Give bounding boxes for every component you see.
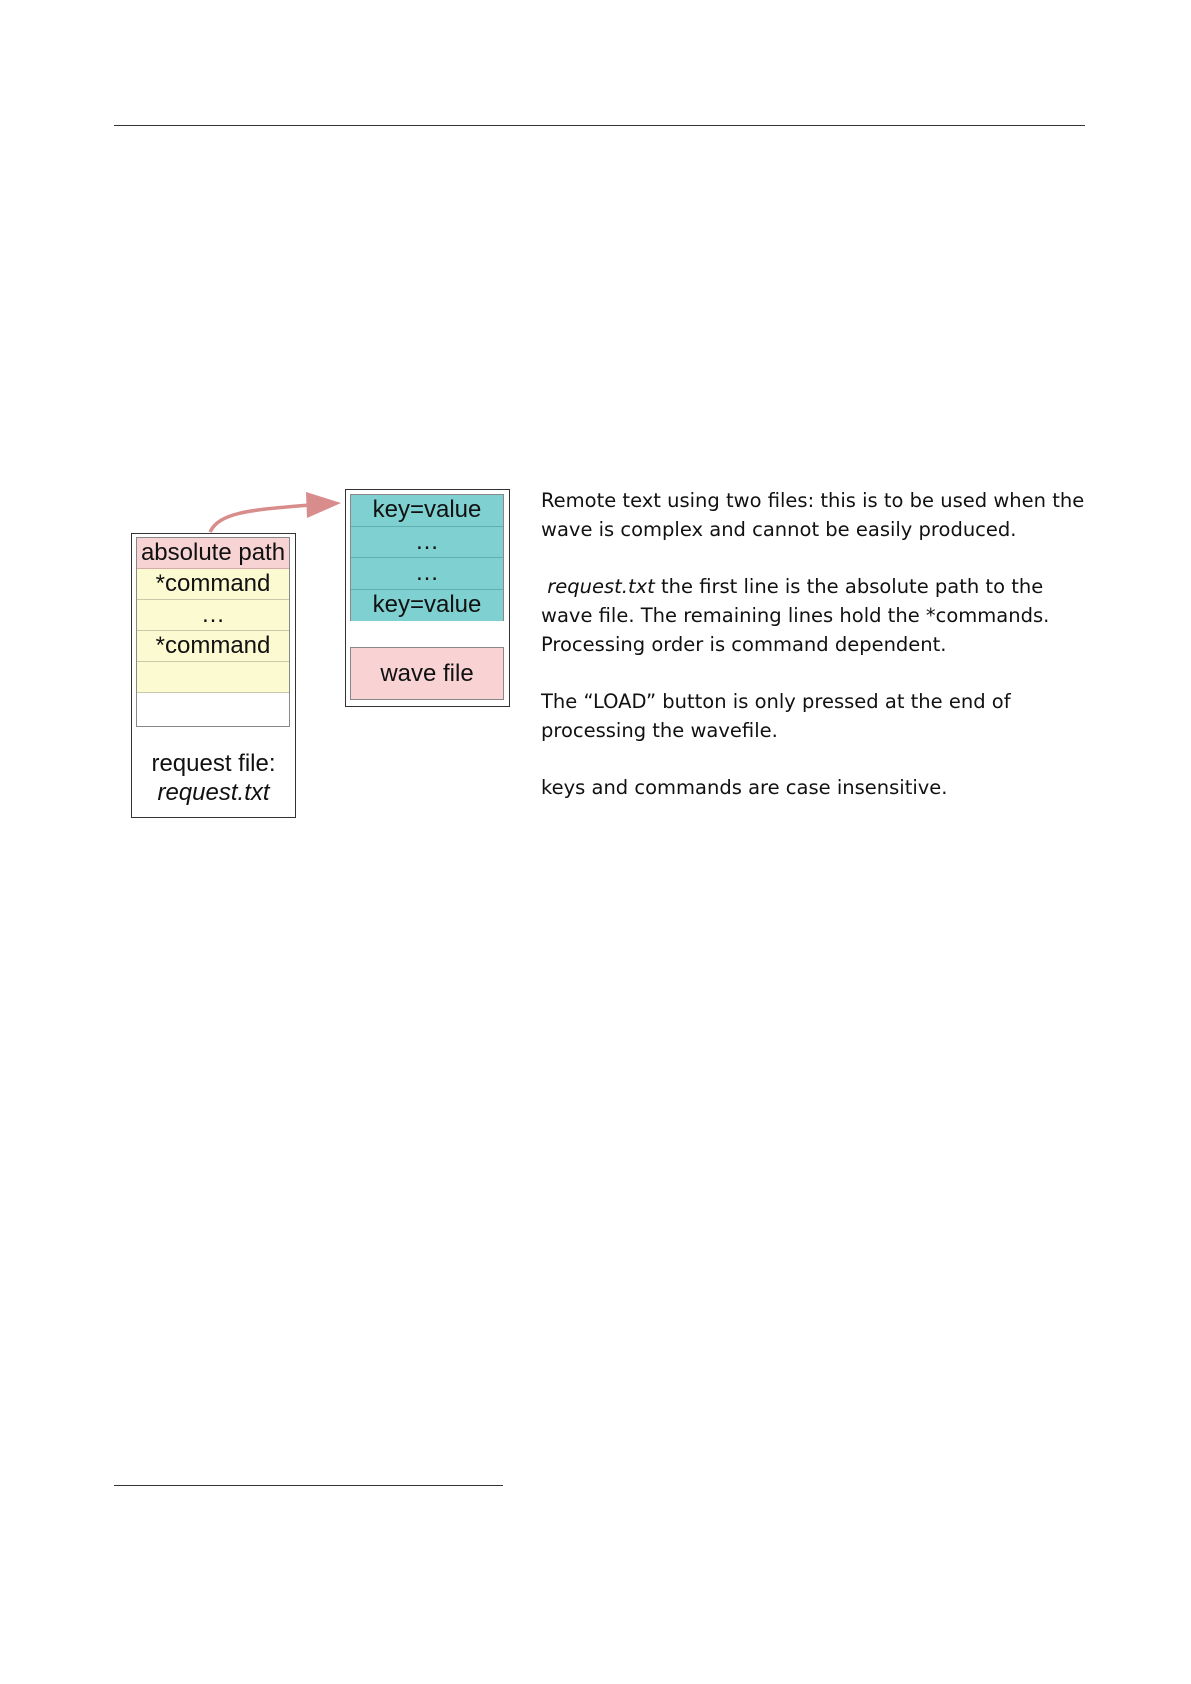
command-line: *command <box>137 631 289 662</box>
wave-file-block: wave file <box>350 647 504 700</box>
request-file-box <box>131 533 296 818</box>
header-rule <box>114 125 1085 126</box>
key-value-line: key=value <box>351 590 503 622</box>
footnote-rule <box>114 1485 503 1486</box>
wave-file-box <box>345 489 510 707</box>
key-value-lines <box>350 494 504 621</box>
ellipsis-line: … <box>137 600 289 631</box>
caption-label: request file: <box>151 750 276 777</box>
absolute-path-line: absolute path <box>137 538 289 569</box>
description-text <box>541 486 1086 830</box>
ellipsis-line: … <box>351 527 503 559</box>
description-paragraph-4: keys and commands are case insensitive. <box>541 776 948 799</box>
description-paragraph-2-body: the first line is the absolute path to the wave file. The remaining lines hold the *commands. Processing order is command dependent. <box>541 575 1050 656</box>
description-paragraph-1: Remote text using two files: this is to be used when the wave is complex and cannot be easily produced. <box>541 489 1085 541</box>
caption-filename: request.txt <box>157 779 270 806</box>
link-arrow-shaft <box>210 505 310 532</box>
link-arrow-head <box>306 492 341 518</box>
key-value-line: key=value <box>351 495 503 527</box>
command-line: *command <box>137 569 289 600</box>
empty-command-line <box>137 662 289 693</box>
ellipsis-line: … <box>351 558 503 590</box>
blank-line <box>137 693 289 726</box>
request-file-lines <box>136 537 290 727</box>
description-paragraph-3: The “LOAD” button is only pressed at the end of processing the wavefile. <box>541 690 1011 742</box>
request-file-caption <box>132 749 295 807</box>
description-paragraph-2 <box>541 572 1086 659</box>
request-filename: request.txt <box>547 575 655 598</box>
